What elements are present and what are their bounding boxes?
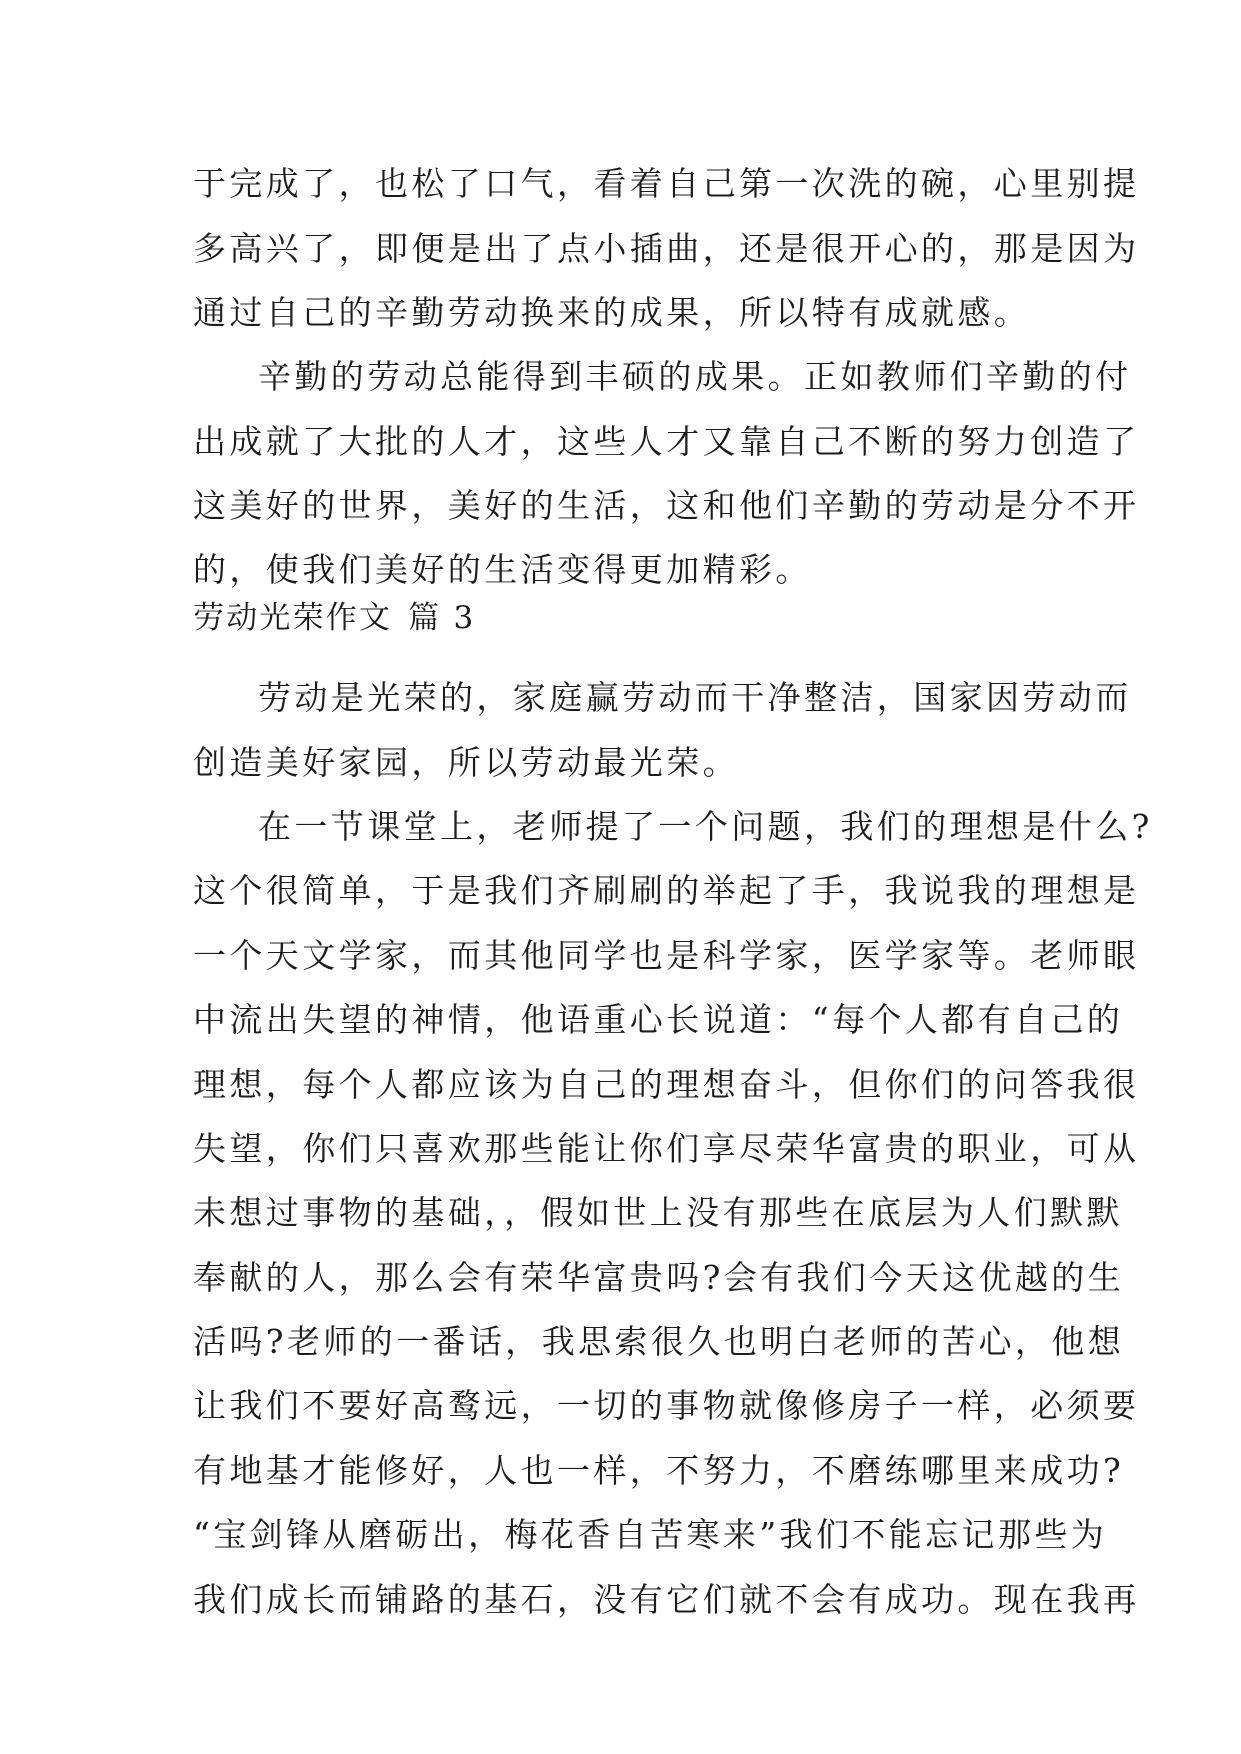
text-line: 于完成了，也松了口气，看着自己第一次洗的碗，心里别提 [193, 164, 1140, 203]
text-line: 这美好的世界，美好的生活，这和他们辛勤的劳动是分不开 [193, 486, 1140, 525]
text-line: 这个很简单，于是我们齐刷刷的举起了手，我说我的理想是 [193, 871, 1140, 910]
section-heading [193, 598, 475, 638]
text-line: 多高兴了，即便是出了点小插曲，还是很开心的，那是因为 [193, 229, 1140, 268]
text-line: 活吗?老师的一番话，我思索很久也明白老师的苦心，他想 [193, 1322, 1125, 1361]
text-line: 有地基才能修好，人也一样，不努力，不磨练哪里来成功? [193, 1451, 1125, 1490]
text-line: 奉献的人，那么会有荣华富贵吗?会有我们今天这优越的生 [193, 1258, 1125, 1297]
text-line: 创造美好家园，所以劳动最光荣。 [193, 743, 739, 782]
text-line: 未想过事物的基础，，假如世上没有那些在底层为人们默默 [193, 1193, 1123, 1232]
text-line: 让我们不要好高鹜远，一切的事物就像修房子一样，必须要 [193, 1386, 1140, 1425]
text-line: 出成就了大批的人才，这些人才又靠自己不断的努力创造了 [193, 422, 1140, 461]
section-title: 劳动光荣作文 [193, 600, 393, 636]
text-line: 的，使我们美好的生活变得更加精彩。 [193, 550, 812, 589]
text-line: 我们成长而铺路的基石，没有它们就不会有成功。现在我再 [193, 1580, 1140, 1619]
text-line: 一个天文学家，而其他同学也是科学家，医学家等。老师眼 [193, 936, 1140, 975]
text-line: 通过自己的辛勤劳动换来的成果，所以特有成就感。 [193, 293, 1031, 332]
text-line: 劳动是光荣的，家庭赢劳动而干净整洁，国家因劳动而 [258, 678, 1132, 717]
section-number: 篇 3 [408, 600, 476, 636]
text-line: 理想，每个人都应该为自己的理想奋斗，但你们的问答我很 [193, 1065, 1140, 1104]
text-line: 中流出失望的神情，他语重心长说道：“每个人都有自己的 [193, 1000, 1124, 1039]
text-line: 在一节课堂上，老师提了一个问题，我们的理想是什么? [258, 807, 1153, 846]
text-line: “宝剑锋从磨砺出，梅花香自苦寒来”我们不能忘记那些为 [193, 1515, 1108, 1554]
text-line: 辛勤的劳动总能得到丰硕的成果。正如教师们辛勤的付 [258, 357, 1132, 396]
text-line: 失望，你们只喜欢那些能让你们享尽荣华富贵的职业，可从 [193, 1129, 1140, 1168]
